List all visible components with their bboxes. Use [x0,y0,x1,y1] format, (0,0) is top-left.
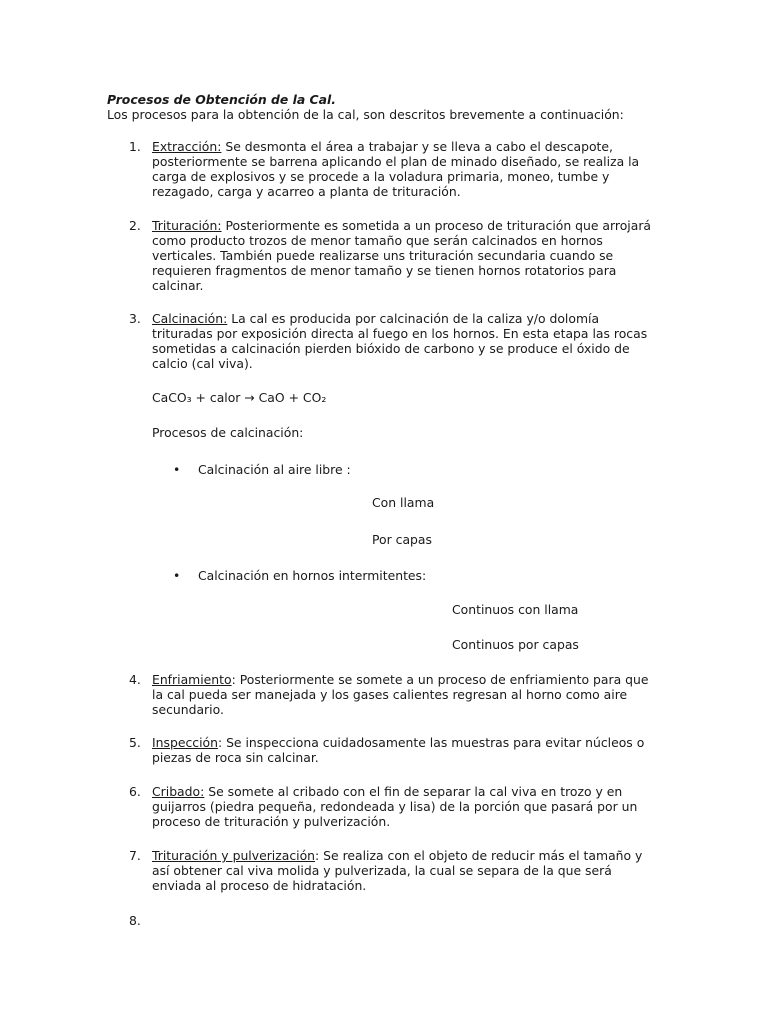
list-item-extraccion: Extracción: Se desmonta el área a trabajar y se lleva a cabo el descapote, posteriormente se barrena aplicando el plan de minado diseñado, se realiza la carga de explosivos y se procede a la voladura primaria, moneo, tumbe y rezagado, carga y acarreo a planta de trituración. [152,139,640,199]
item-number: 8. [129,913,141,928]
bullet-open-air: Calcinación al aire libre : [198,462,351,477]
item-term: Calcinación: [152,311,228,326]
item-term: Enfriamiento [152,672,232,687]
item-number: 6. [129,784,141,799]
item-term: Trituración: [152,218,222,233]
option-continuos-con-llama: Continuos con llama [452,602,579,617]
bullet-icon: • [173,462,181,477]
item-term: Extracción: [152,139,222,154]
item-number: 1. [129,139,141,154]
bullet-intermittent-kilns: Calcinación en hornos intermitentes: [198,568,427,583]
item-number: 7. [129,848,141,863]
list-item-trituracion: Trituración: Posteriormente es sometida a un proceso de trituración que arrojará como producto trozos de menor tamaño que serán calcinados en hornos verticales. También puede realizarse uns trituración secundaria cuando se requieren fragmentos de menor tamaño y se tienen hornos rotatorios para calcinar. [152,218,652,293]
subheading-calcination: Procesos de calcinación: [152,425,304,440]
list-item-cribado: Cribado: Se somete al cribado con el fin de separar la cal viva en trozo y en guijarros (piedra pequeña, redondeada y lisa) de la porción que pasará por un proceso de trituración y pulverización. [152,784,638,829]
item-number: 3. [129,311,141,326]
list-item-inspeccion: Inspección: Se inspecciona cuidadosamente las muestras para evitar núcleos o piezas de roca sin calcinar. [152,735,645,765]
item-term: Trituración y pulverización [152,848,316,863]
item-term: Cribado: [152,784,205,799]
item-number: 4. [129,672,141,687]
list-item-trituracion-pulverizacion: Trituración y pulverización: Se realiza con el objeto de reducir más el tamaño y así obtener cal viva molida y pulverizada, la cual se separa de la que será enviada al proceso de hidratación. [152,848,643,893]
item-number: 2. [129,218,141,233]
intro-paragraph: Los procesos para la obtención de la cal, son descritos brevemente a continuación: [107,107,624,122]
option-por-capas: Por capas [372,532,432,547]
document-title: Procesos de Obtención de la Cal. [107,92,336,107]
bullet-icon: • [173,568,181,583]
option-continuos-por-capas: Continuos por capas [452,637,579,652]
option-con-llama: Con llama [372,495,435,510]
list-item-enfriamiento: Enfriamiento: Posteriormente se somete a un proceso de enfriamiento para que la cal pueda ser manejada y los gases calientes regresan al horno como aire secundario. [152,672,649,717]
item-term: Inspección [152,735,218,750]
item-number: 5. [129,735,141,750]
list-item-calcinacion: Calcinación: La cal es producida por calcinación de la caliza y/o dolomía trituradas por exposición directa al fuego en los hornos. En esta etapa las rocas sometidas a calcinación pierden bióxido de carbono y se produce el óxido de calcio (cal viva). [152,311,648,371]
chemical-formula: CaCO₃ + calor → CaO + CO₂ [152,390,327,405]
